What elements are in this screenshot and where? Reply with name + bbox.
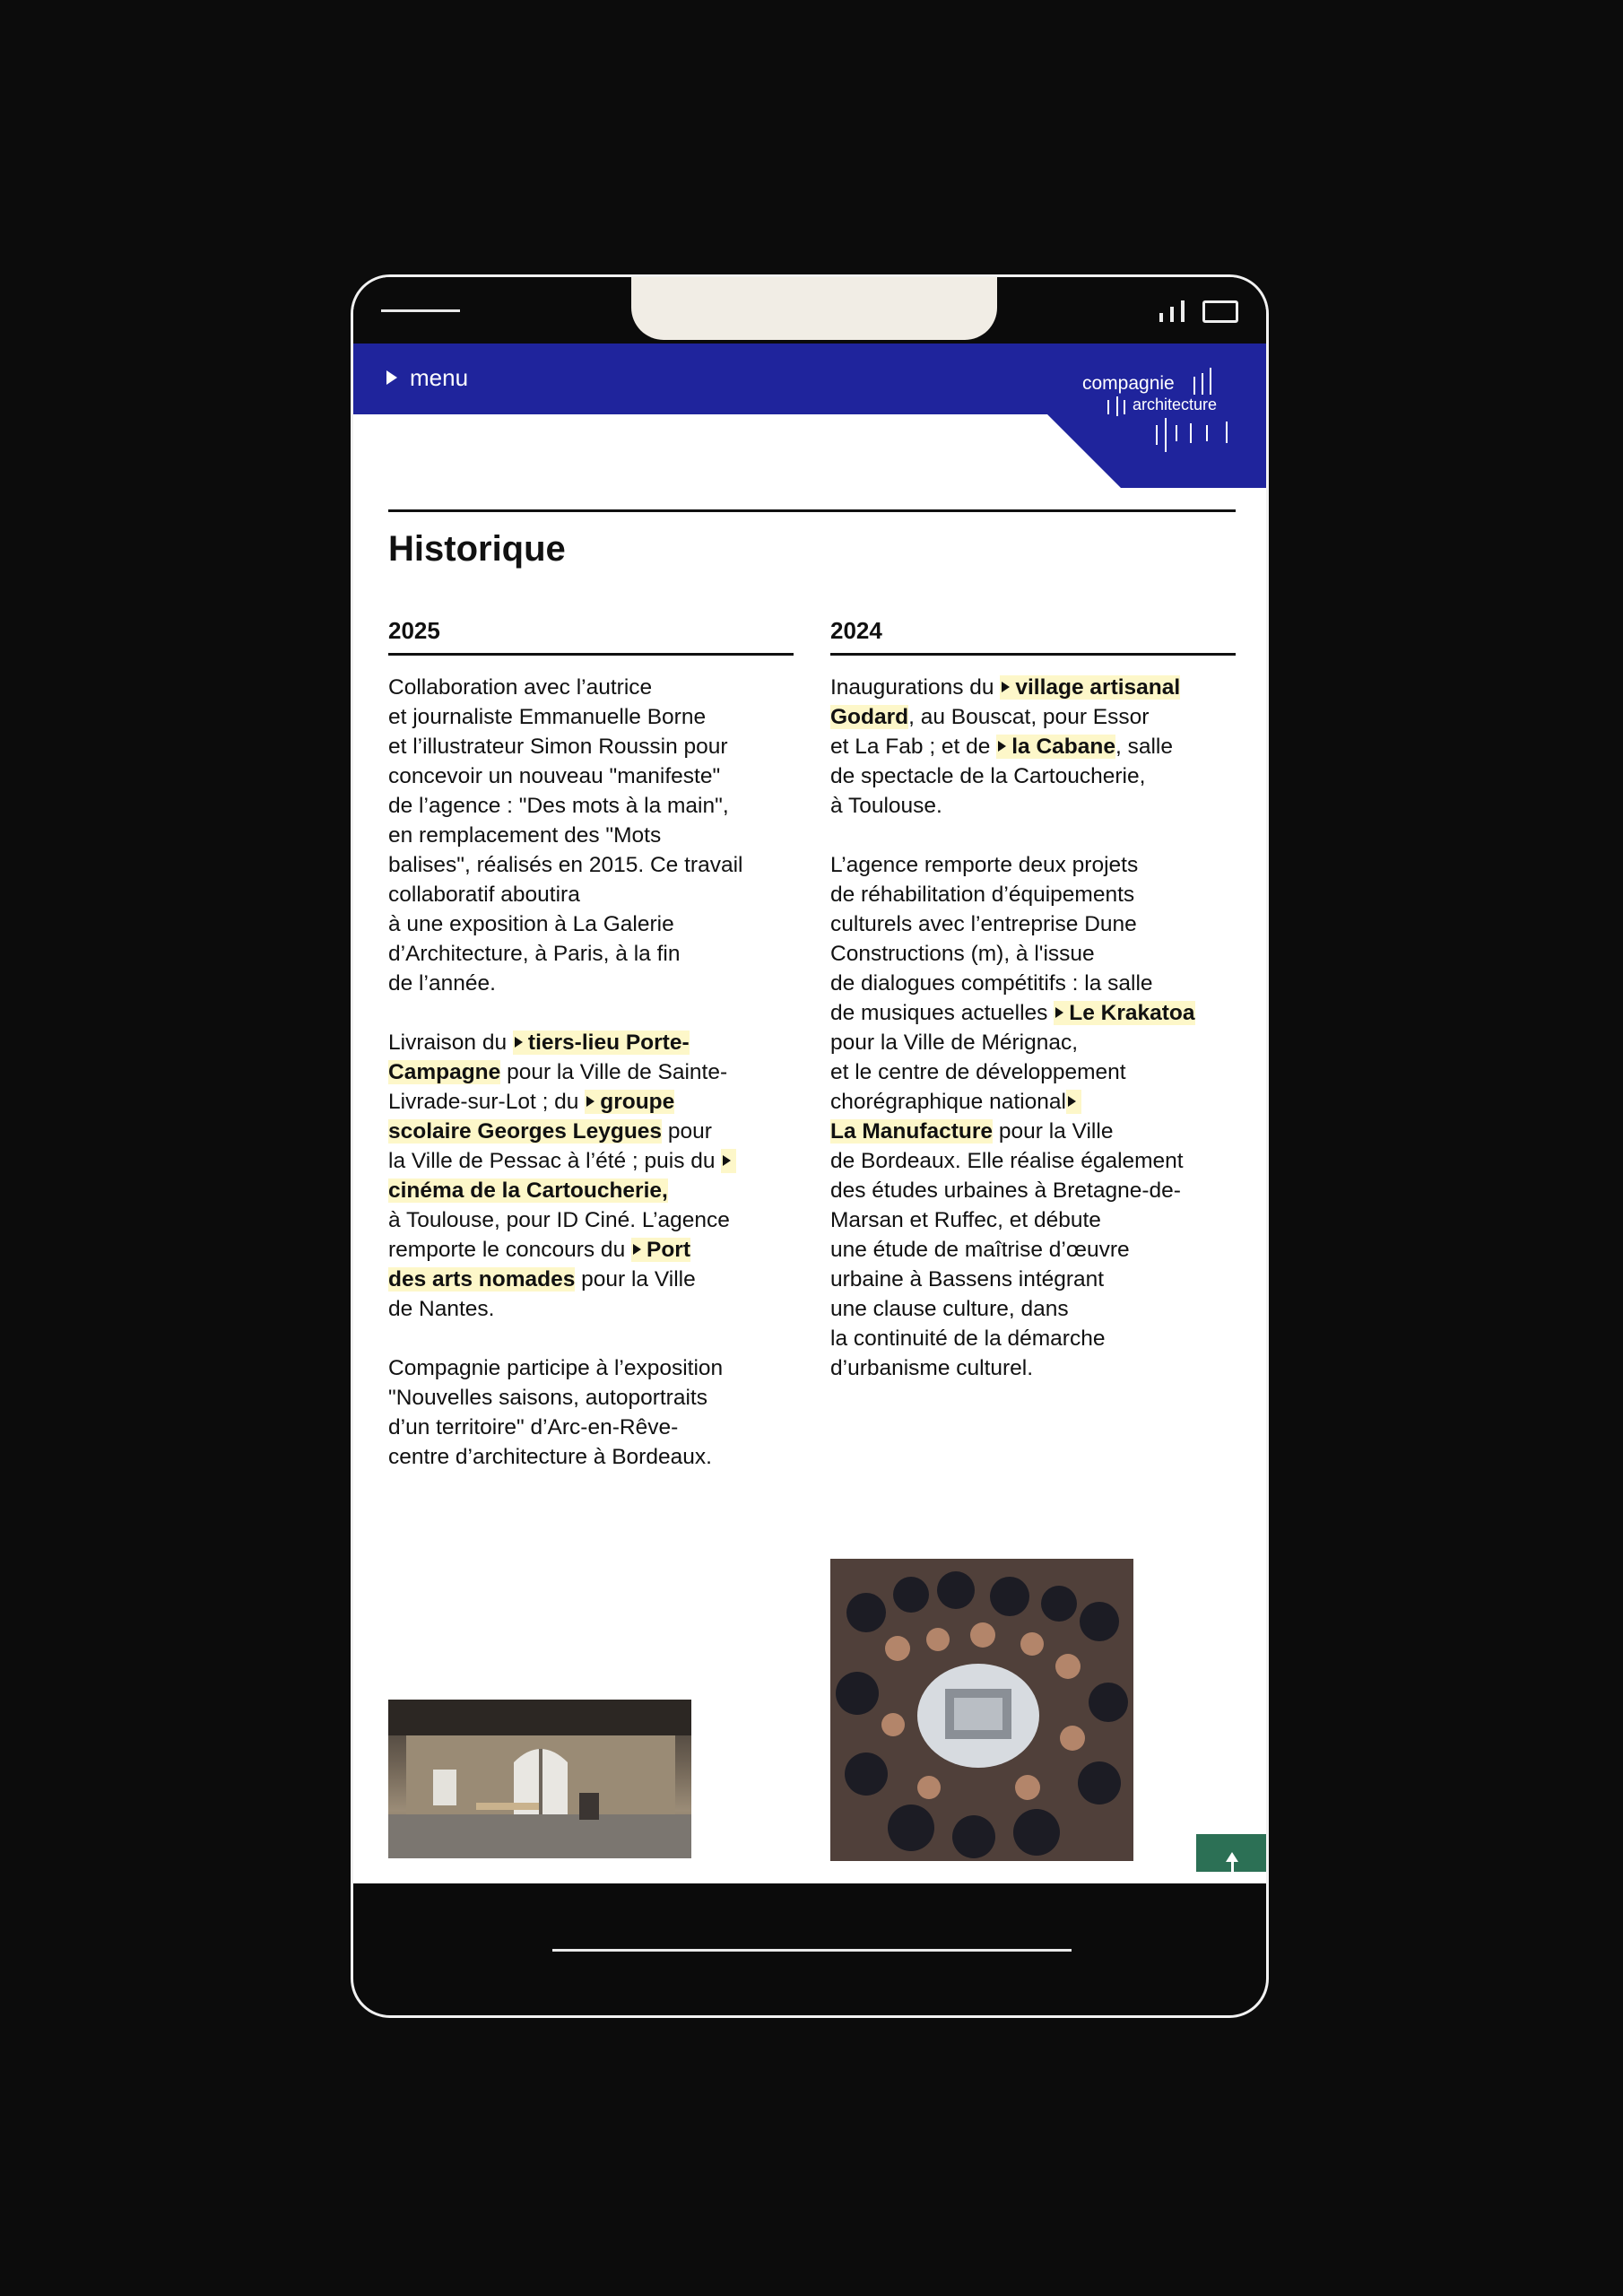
paragraph: L’agence remporte deux projets de réhabilitation d’équipements culturels avec l’entreprise Dune Constructions (m), à l'issue de dialogues compétitifs : la salle de musiques actuelles Le Krakatoa pour la Ville de Mérignac, et le centre de développement chorégraphique national La Manufacture pour la Ville de Bordeaux. Elle réalise également des études urbaines à Bretagne-de- Marsan et Ruffec, et débute une étude de maîtrise d’œuvre urbaine à Bassens intégrant une clause culture, dans la continuité de la démarche d’urbanisme culturel.	[830, 853, 1195, 1380]
status-bar	[353, 277, 1266, 344]
link-triangle-icon	[1055, 1007, 1063, 1018]
phone-frame	[351, 274, 1269, 2018]
link-triangle-icon	[586, 1096, 595, 1107]
logo-line1: compagnie	[1082, 373, 1175, 394]
paragraph: Livraison du tiers-lieu Porte- Campagne pour la Ville de Sainte- Livrade-sur-Lot ; du groupe scolaire Georges Leygues pour la Ville de Pessac à l’été ; puis du cinéma de la Cartoucherie, à Toulouse, pour ID Ciné. L’agence remporte le concours du Port des arts nomades pour la Ville de Nantes.	[388, 1028, 794, 1324]
link-cinema[interactable]: cinéma de la Cartoucherie,	[388, 1149, 736, 1203]
link-krakatoa[interactable]: Le Krakatoa	[1054, 1001, 1194, 1025]
year-heading: 2024	[830, 615, 1236, 656]
link-port-arts-nomades[interactable]: Port des arts nomades	[388, 1238, 690, 1292]
status-line	[381, 309, 460, 312]
link-triangle-icon	[515, 1037, 523, 1048]
paragraph: Compagnie participe à l’exposition "Nouvelles saisons, autoportraits d’un territoire" d’Arc-en-Rêve- centre d’architecture à Bordeaux.	[388, 1356, 724, 1469]
link-village-artisanal[interactable]: village artisanal Godard	[830, 675, 1181, 729]
signal-icon	[1159, 300, 1186, 322]
link-triangle-icon	[998, 741, 1006, 752]
notch	[631, 274, 997, 340]
screen	[353, 344, 1266, 1883]
column-2025	[388, 615, 794, 1472]
link-triangle-icon	[633, 1244, 641, 1255]
photo-workshop[interactable]	[388, 1700, 691, 1858]
menu-button[interactable]	[386, 360, 468, 396]
battery-icon	[1202, 300, 1238, 323]
paragraph: Inaugurations du village artisanal Godard, au Bouscat, pour Essor et La Fab ; et de la Cabane, salle de spectacle de la Cartoucherie, à Toulouse.	[830, 675, 1181, 818]
column-2024	[830, 615, 1236, 1383]
link-triangle-icon	[1068, 1096, 1076, 1107]
scroll-top-button[interactable]	[1196, 1834, 1266, 1872]
link-tiers-lieu[interactable]: tiers-lieu Porte- Campagne	[388, 1031, 690, 1084]
top-divider	[388, 509, 1236, 512]
year-heading: 2025	[388, 615, 794, 656]
link-triangle-icon	[1002, 682, 1010, 692]
logo-line2: architecture	[1133, 396, 1218, 413]
link-triangle-icon	[723, 1155, 731, 1166]
logo[interactable]	[1082, 373, 1244, 463]
link-groupe-scolaire[interactable]: groupe scolaire Georges Leygues	[388, 1090, 675, 1144]
play-triangle-icon	[386, 370, 397, 385]
photo-exhibition-crowd[interactable]	[830, 1559, 1133, 1861]
link-la-manufacture[interactable]: La Manufacture	[830, 1090, 1081, 1144]
link-la-cabane[interactable]: la Cabane	[996, 735, 1115, 759]
menu-label: menu	[410, 363, 469, 391]
page-title: Historique	[388, 529, 566, 569]
paragraph: Collaboration avec l’autrice et journaliste Emmanuelle Borne et l’illustrateur Simon Roussin pour concevoir un nouveau "manifeste" de l’agence : "Des mots à la main", en remplacement des "Mots balises", réalisés en 2015. Ce travail collaboratif aboutira à une exposition à La Galerie d’Architecture, à Paris, à la fin de l’année.	[388, 675, 743, 996]
home-indicator	[552, 1949, 1072, 1952]
